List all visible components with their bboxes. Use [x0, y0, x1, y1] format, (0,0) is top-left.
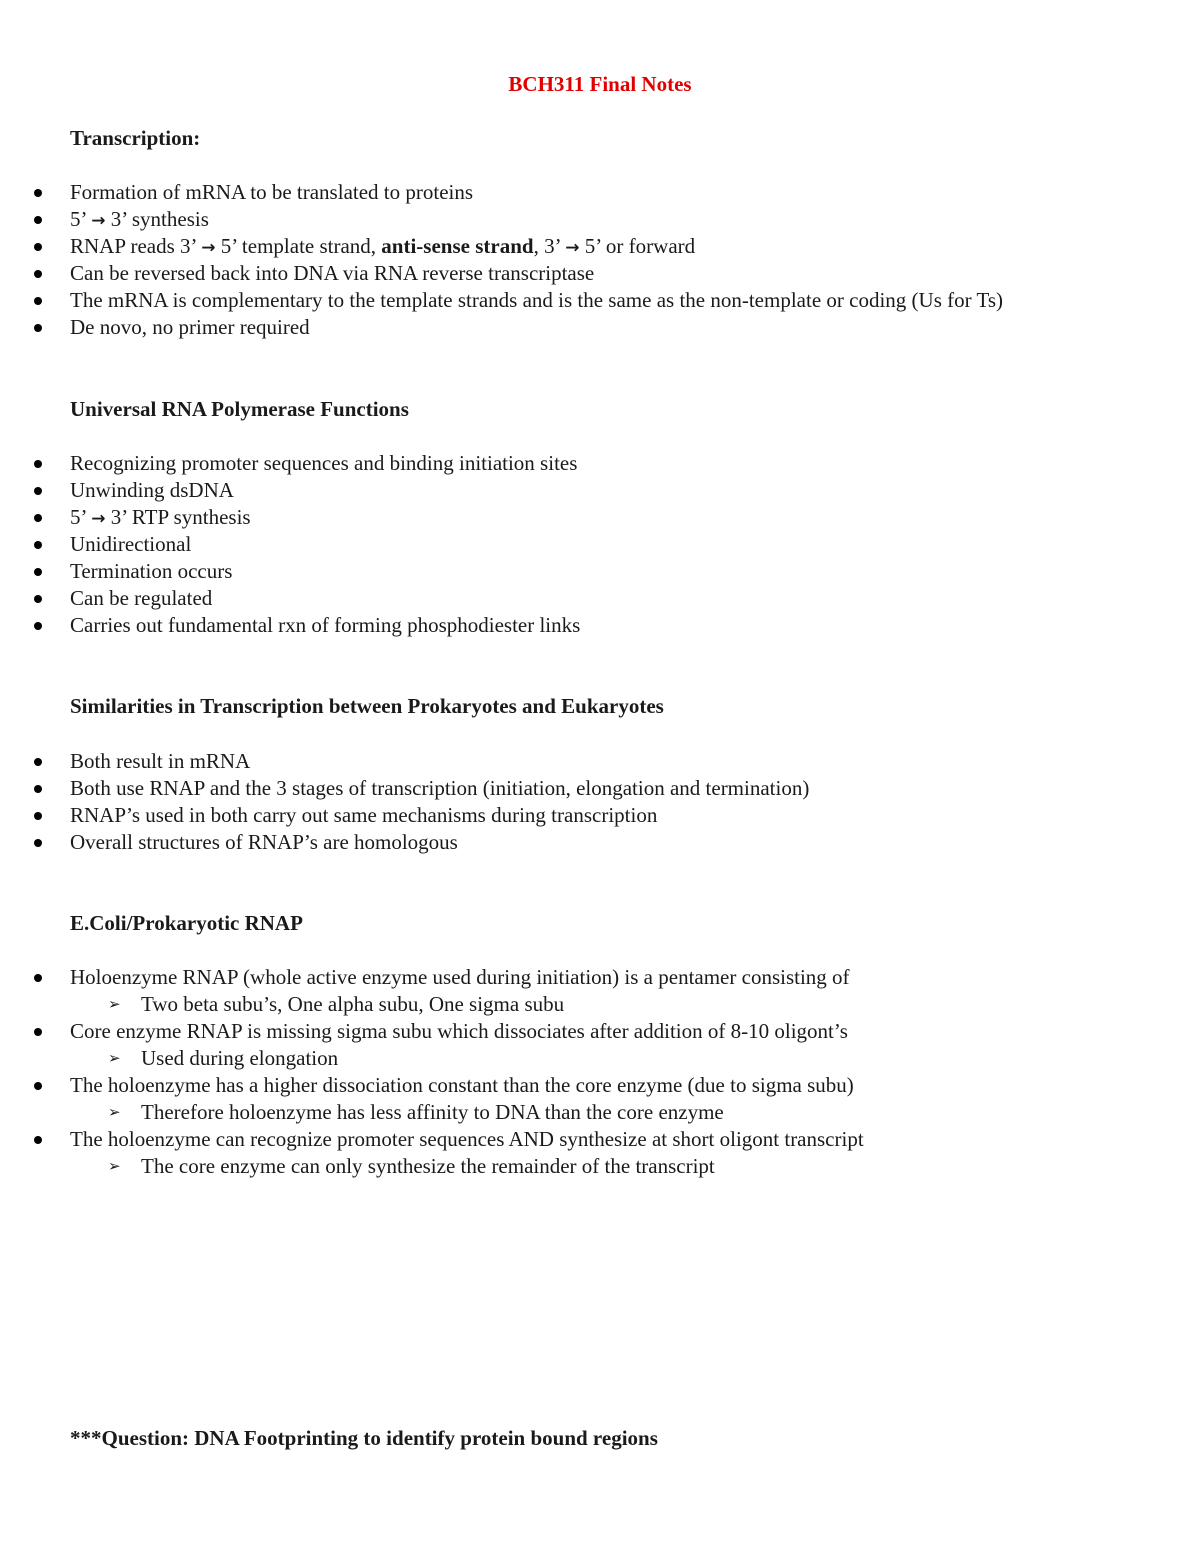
- arrow-right-icon: →: [201, 238, 216, 258]
- list-item: 5’ → 3’ synthesis: [0, 206, 1003, 233]
- bullet-icon: [34, 460, 42, 468]
- bullet-icon: [34, 1136, 42, 1144]
- list-item: Formation of mRNA to be translated to proteins: [0, 179, 1003, 206]
- section-heading-transcription: Transcription:: [70, 126, 201, 150]
- sub-list-item: ➢ Two beta subu’s, One alpha subu, One sigma subu: [108, 992, 565, 1016]
- bullet-icon: [34, 812, 42, 820]
- list-item: Overall structures of RNAP’s are homologous: [0, 829, 809, 856]
- arrow-right-icon: →: [91, 211, 106, 231]
- arrowhead-bullet-icon: ➢: [108, 1049, 121, 1067]
- list-item: The holoenzyme has a higher dissociation constant than the core enzyme (due to sigma subu): [0, 1072, 864, 1099]
- list-item: Unidirectional: [0, 531, 580, 558]
- sub-list-item: ➢ Used during elongation: [108, 1046, 339, 1070]
- arrowhead-bullet-icon: ➢: [108, 995, 121, 1013]
- sub-list-item: ➢ The core enzyme can only synthesize the remainder of the transcript: [108, 1154, 715, 1178]
- section-heading-polymerase: Universal RNA Polymerase Functions: [70, 397, 409, 421]
- section-heading-ecoli: E.Coli/Prokaryotic RNAP: [70, 911, 303, 935]
- bullet-icon: [34, 1028, 42, 1036]
- bullet-icon: [34, 270, 42, 278]
- list-item: Core enzyme RNAP is missing sigma subu which dissociates after addition of 8-10 oligont’s: [0, 1018, 864, 1045]
- arrow-right-icon: →: [91, 509, 106, 529]
- list-item: The holoenzyme can recognize promoter sequences AND synthesize at short oligont transcript: [0, 1126, 864, 1153]
- bullet-icon: [34, 758, 42, 766]
- document-title: BCH311 Final Notes: [508, 72, 692, 96]
- ecoli-list: [0, 964, 864, 1180]
- list-item: Holoenzyme RNAP (whole active enzyme used during initiation) is a pentamer consisting of: [0, 964, 864, 991]
- sub-list-item: ➢ Therefore holoenzyme has less affinity to DNA than the core enzyme: [108, 1100, 724, 1124]
- bullet-icon: [34, 216, 42, 224]
- arrowhead-bullet-icon: ➢: [108, 1157, 121, 1175]
- list-item: 5’ → 3’ RTP synthesis: [0, 504, 580, 531]
- list-item: Can be regulated: [0, 585, 580, 612]
- similarities-list: [0, 748, 809, 856]
- list-item: RNAP’s used in both carry out same mechanisms during transcription: [0, 802, 809, 829]
- list-item: Termination occurs: [0, 558, 580, 585]
- bullet-icon: [34, 568, 42, 576]
- arrowhead-bullet-icon: ➢: [108, 1103, 121, 1121]
- list-item: The mRNA is complementary to the template strands and is the same as the non-template or coding (Us for Ts): [0, 287, 1003, 314]
- list-item: Carries out fundamental rxn of forming phosphodiester links: [0, 612, 580, 639]
- list-item: RNAP reads 3’ → 5’ template strand, anti-sense strand, 3’ → 5’ or forward: [0, 233, 1003, 260]
- bullet-icon: [34, 595, 42, 603]
- bold-term: anti-sense strand: [381, 234, 534, 258]
- bullet-icon: [34, 622, 42, 630]
- bullet-icon: [34, 514, 42, 522]
- bullet-icon: [34, 974, 42, 982]
- bullet-icon: [34, 189, 42, 197]
- bullet-icon: [34, 785, 42, 793]
- bullet-icon: [34, 324, 42, 332]
- list-item: Recognizing promoter sequences and binding initiation sites: [0, 450, 580, 477]
- polymerase-list: [0, 450, 580, 639]
- list-item: Both use RNAP and the 3 stages of transcription (initiation, elongation and termination): [0, 775, 809, 802]
- list-item: Can be reversed back into DNA via RNA reverse transcriptase: [0, 260, 1003, 287]
- transcription-list: [0, 179, 1003, 341]
- list-item: Unwinding dsDNA: [0, 477, 580, 504]
- bullet-icon: [34, 243, 42, 251]
- section-heading-similarities: Similarities in Transcription between Prokaryotes and Eukaryotes: [70, 694, 664, 718]
- arrow-right-icon: →: [565, 238, 580, 258]
- bullet-icon: [34, 1082, 42, 1090]
- bullet-icon: [34, 839, 42, 847]
- list-item: Both result in mRNA: [0, 748, 809, 775]
- list-item: De novo, no primer required: [0, 314, 1003, 341]
- bullet-icon: [34, 297, 42, 305]
- question-note: ***Question: DNA Footprinting to identify protein bound regions: [70, 1426, 658, 1450]
- bullet-icon: [34, 541, 42, 549]
- bullet-icon: [34, 487, 42, 495]
